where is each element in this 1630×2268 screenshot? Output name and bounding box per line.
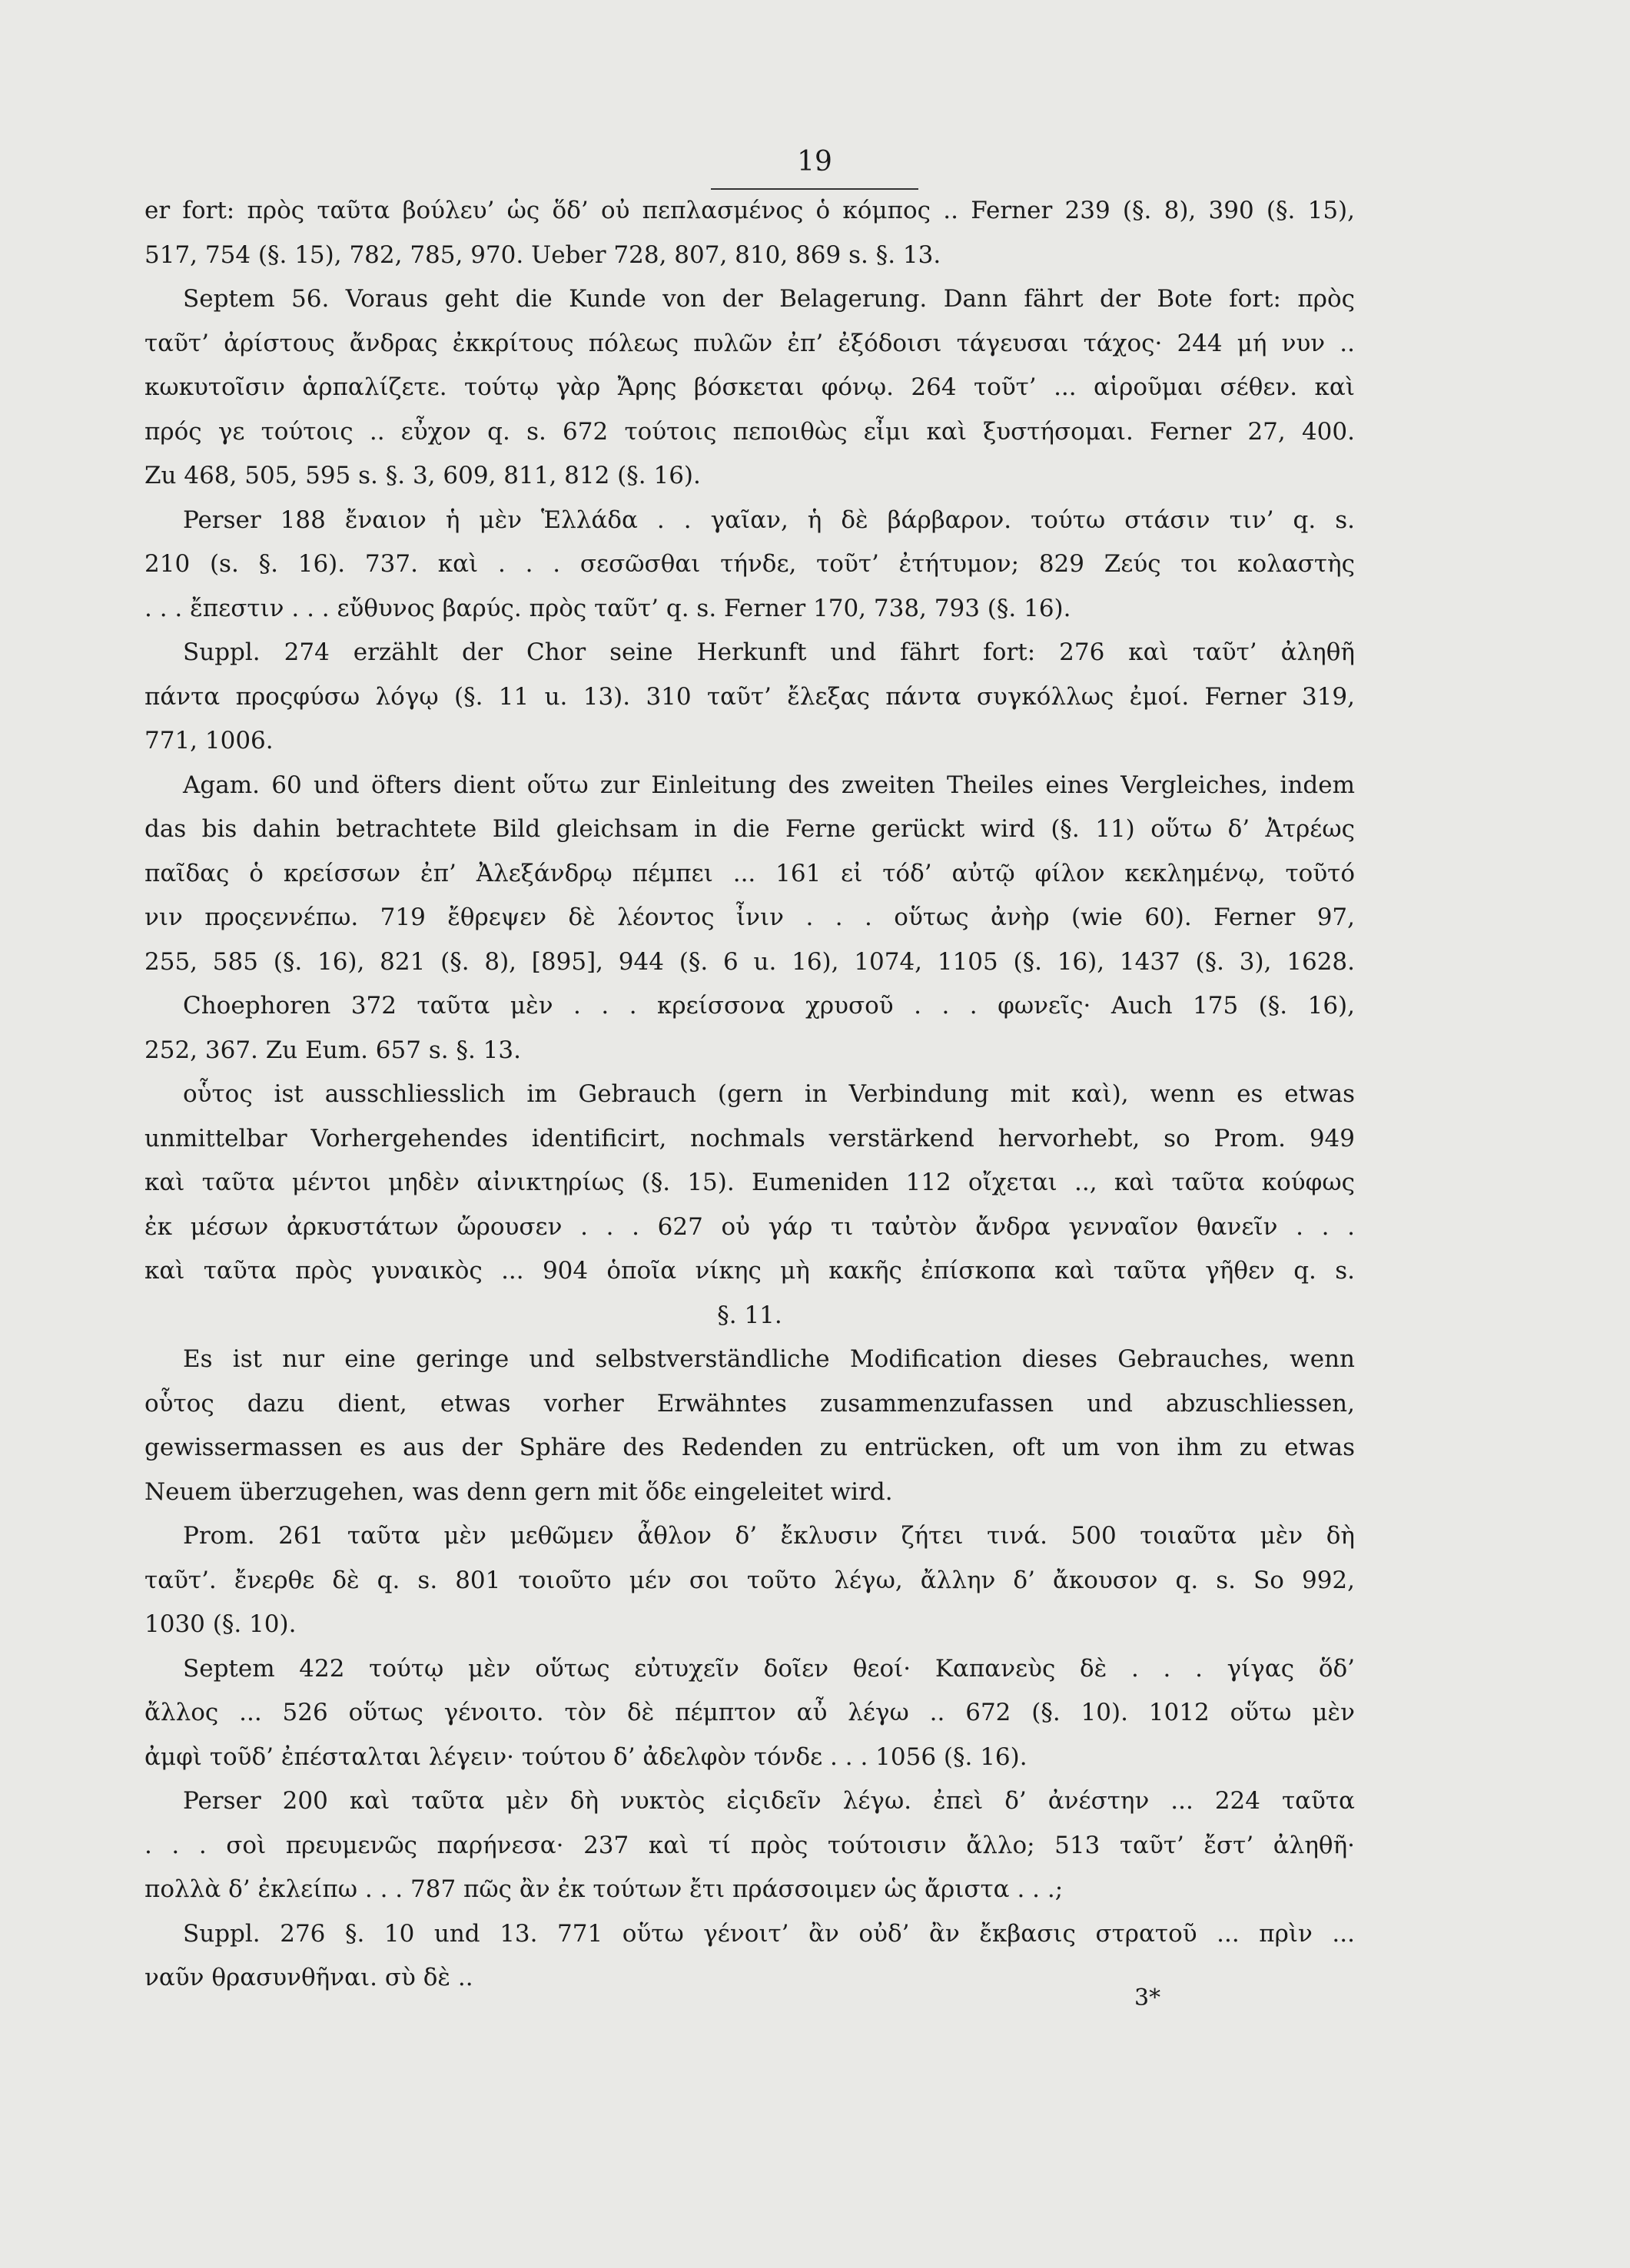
text-line: ἐκ μέσων ἀρκυστάτων ὤρουσεν . . . 627 οὐ γάρ τι ταὐτὸν ἄνδρα γενναῖον θανεῖν . . . xyxy=(144,1212,1355,1241)
text-line: ναῦν θρασυνθῆναι. σὺ δὲ .. xyxy=(144,1964,473,1991)
text-line: Perser 200 καὶ ταῦτα μὲν δὴ νυκτὸς εἰςιδεῖν λέγω. ἐπεὶ δ’ ἀνέστην ... 224 ταῦτα xyxy=(183,1787,1355,1815)
text-line: καὶ ταῦτα πρὸς γυναικὸς ... 904 ὁποῖα νίκης μὴ κακῆς ἐπίσκοπα καὶ ταῦτα γῆθεν q. s. xyxy=(144,1257,1355,1285)
text-line: παῖδας ὁ κρείσσων ἐπ’ Ἀλεξάνδρῳ πέμπει ... 161 εἰ τόδ’ αὐτῷ φίλον κεκλημένῳ, τοῦτό xyxy=(144,859,1355,887)
text-line: gewissermassen es aus der Sphäre des Redenden zu entrücken, oft um von ihm zu etwas xyxy=(144,1434,1355,1461)
text-line: 771, 1006. xyxy=(144,727,274,754)
text-line: οὗτος ist ausschliesslich im Gebrauch (gern in Verbindung mit καὶ), wenn es etwas xyxy=(183,1080,1355,1108)
text-line: πρός γε τούτοις .. εὖχον q. s. 672 τούτοις πεποιθὼς εἶμι καὶ ξυστήσομαι. Ferner 27, 400. xyxy=(144,417,1355,446)
text-line: . . . ἔπεστιν . . . εὔθυνος βαρύς. πρὸς ταῦτ’ q. s. Ferner 170, 738, 793 (§. 16). xyxy=(144,594,1071,622)
text-line: Agam. 60 und öfters dient οὕτω zur Einleitung des zweiten Theiles eines Vergleiches, indem xyxy=(183,771,1355,799)
text-line: das bis dahin betrachtete Bild gleichsam in die Ferne gerückt wird (§. 11) οὕτω δ’ Ἀτρέως xyxy=(144,815,1355,843)
text-line: ἄλλος ... 526 οὕτως γένοιτο. τὸν δὲ πέμπτον αὖ λέγω .. 672 (§. 10). 1012 οὕτω μὲν xyxy=(144,1699,1355,1726)
text-line: καὶ ταῦτα μέντοι μηδὲν αἰνικτηρίως (§. 15). Eumeniden 112 οἴχεται .., καὶ ταῦτα κούφως xyxy=(144,1169,1355,1196)
text-line: Neuem überzugehen, was denn gern mit ὅδε eingeleitet wird. xyxy=(144,1477,893,1506)
text-line: 1030 (§. 10). xyxy=(144,1610,297,1638)
text-line: Septem 422 τούτῳ μὲν οὕτως εὐτυχεῖν δοῖεν θεοί· Καπανεὺς δὲ . . . γίγας ὅδ’ xyxy=(183,1654,1355,1683)
text-line: Es ist nur eine geringe und selbstverständliche Modification dieses Gebrauches, wenn xyxy=(183,1345,1355,1373)
signature-mark: 3* xyxy=(1134,1984,1161,2011)
text-line: οὗτος dazu dient, etwas vorher Erwähntes zusammenzufassen und abzuschliessen, xyxy=(144,1389,1355,1418)
text-line: Suppl. 274 erzählt der Chor seine Herkunft und fährt fort: 276 καὶ ταῦτ’ ἀληθῆ xyxy=(183,638,1355,666)
section-heading: §. 11. xyxy=(717,1301,782,1329)
text-line: ταῦτ’. ἔνερθε δὲ q. s. 801 τοιοῦτο μέν σοι τοῦτο λέγω, ἄλλην δ’ ἄκουσον q. s. So 992, xyxy=(144,1566,1355,1594)
text-line: Prom. 261 ταῦτα μὲν μεθῶμεν ἆθλον δ’ ἔκλυσιν ζήτει τινά. 500 τοιαῦτα μὲν δὴ xyxy=(183,1522,1355,1550)
text-line: Choephoren 372 ταῦτα μὲν . . . κρείσσονα χρυσοῦ . . . φωνεῖς· Auch 175 (§. 16), xyxy=(183,992,1355,1020)
text-line: κωκυτοῖσιν ἁρπαλίζετε. τούτῳ γὰρ Ἄρης βόσκεται φόνῳ. 264 τοῦτ’ ... αἱροῦμαι σέθεν. καὶ xyxy=(144,373,1355,401)
text-line: unmittelbar Vorhergehendes identificirt, nochmals verstärkend hervorhebt, so Prom. 949 xyxy=(144,1124,1355,1152)
text-line: Zu 468, 505, 595 s. §. 3, 609, 811, 812 (§. 16). xyxy=(144,462,701,489)
text-line: Perser 188 ἔναιον ἡ μὲν Ἑλλάδα . . γαῖαν, ἡ δὲ βάρβαρον. τούτω στάσιν τιν’ q. s. xyxy=(183,506,1355,534)
text-line: 252, 367. Zu Eum. 657 s. §. 13. xyxy=(144,1036,521,1064)
text-line: 517, 754 (§. 15), 782, 785, 970. Ueber 728, 807, 810, 869 s. §. 13. xyxy=(144,240,941,269)
text-line: ἀμφὶ τοῦδ’ ἐπέσταλται λέγειν· τούτου δ’ ἀδελφὸν τόνδε . . . 1056 (§. 16). xyxy=(144,1742,1027,1771)
text-line: Septem 56. Voraus geht die Kunde von der Belagerung. Dann fährt der Bote fort: πρὸς xyxy=(183,285,1355,313)
text-line: 210 (s. §. 16). 737. καὶ . . . σεσῶσθαι τήνδε, τοῦτ’ ἐτήτυμον; 829 Ζεύς τοι κολαστὴς xyxy=(144,550,1355,578)
text-line: πάντα προςφύσω λόγῳ (§. 11 u. 13). 310 ταῦτ’ ἔλεξας πάντα συγκόλλως ἐμοί. Ferner 319, xyxy=(144,682,1355,711)
page-header xyxy=(599,146,1030,190)
page-number: 19 xyxy=(797,146,832,177)
text-body xyxy=(144,189,1355,2001)
text-line: νιν προςεννέπω. 719 ἔθρεψεν δὲ λέοντος ἶνιν . . . οὕτως ἀνὴρ (wie 60). Ferner 97, xyxy=(144,904,1355,931)
text-line: . . . σοὶ πρευμενῶς παρήνεσα· 237 καὶ τί πρὸς τούτοισιν ἄλλο; 513 ταῦτ’ ἔστ’ ἀληθῆ· xyxy=(144,1831,1355,1859)
text-line: Suppl. 276 §. 10 und 13. 771 οὕτω γένοιτ’ ἂν οὐδ’ ἂν ἔκβασις στρατοῦ ... πρὶν ... xyxy=(183,1919,1355,1948)
text-line: er fort: πρὸς ταῦτα βούλευ’ ὡς ὅδ’ οὐ πεπλασμένος ὁ κόμπος .. Ferner 239 (§. 8), 390 (§. 15), xyxy=(144,197,1355,224)
text-line: 255, 585 (§. 16), 821 (§. 8), [895], 944 (§. 6 u. 16), 1074, 1105 (§. 16), 1437 (§. 3), 1628. xyxy=(144,947,1355,976)
text-line: πολλὰ δ’ ἐκλείπω . . . 787 πῶς ἂν ἐκ τούτων ἔτι πράσσοιμεν ὡς ἄριστα . . .; xyxy=(144,1875,1064,1903)
text-line: ταῦτ’ ἀρίστους ἄνδρας ἐκκρίτους πόλεως πυλῶν ἐπ’ ἐξόδοισι τάγευσαι τάχος· 244 μή νυν .. xyxy=(144,329,1355,357)
